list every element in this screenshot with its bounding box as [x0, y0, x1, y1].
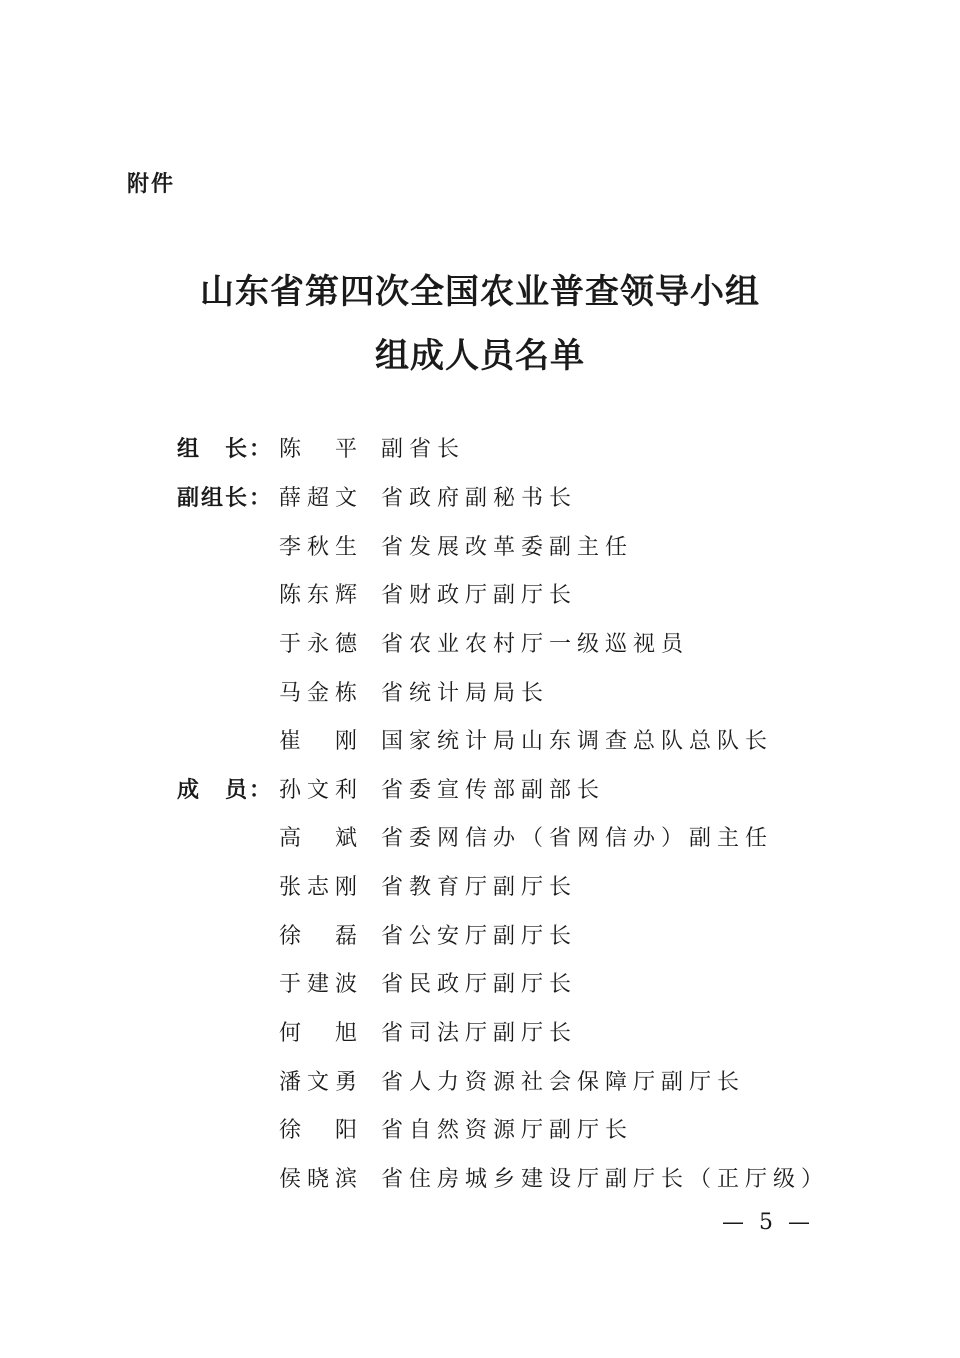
member-position: 省教育厅副厅长	[381, 875, 578, 900]
member-name: 何旭	[279, 1021, 392, 1046]
roster-row	[0, 530, 960, 566]
member-position: 省公安厅副厅长	[381, 924, 578, 949]
document-title-line-1: 山东省第四次全国农业普查领导小组	[200, 272, 760, 312]
roster-row	[0, 870, 960, 906]
member-position: 国家统计局山东调查总队总队长	[381, 729, 774, 754]
member-position: 省农业农村厅一级巡视员	[381, 632, 690, 657]
member-name: 于永德	[279, 632, 364, 657]
roster-row	[0, 1016, 960, 1052]
member-position: 省司法厅副厅长	[381, 1021, 578, 1046]
roster-row	[0, 676, 960, 712]
member-position: 副省长	[381, 437, 466, 462]
page-number: — 5 —	[722, 1210, 814, 1235]
member-name: 于建波	[279, 972, 364, 997]
member-name: 徐磊	[279, 924, 392, 949]
member-position: 省自然资源厅副厅长	[381, 1118, 634, 1143]
member-name: 侯晓滨	[279, 1167, 364, 1192]
roster-row	[0, 481, 960, 517]
member-name: 陈平	[279, 437, 392, 462]
member-name: 陈东辉	[279, 583, 364, 608]
document-title-line-2: 组成人员名单	[375, 336, 585, 376]
role-label: 副组长：	[177, 486, 274, 511]
roster-row	[0, 627, 960, 663]
member-name: 徐阳	[279, 1118, 392, 1143]
attachment-label: 附件	[127, 172, 176, 197]
member-position: 省统计局局长	[381, 681, 550, 706]
roster-row	[0, 967, 960, 1003]
roster-row	[0, 1113, 960, 1149]
role-label: 组 长：	[177, 437, 274, 462]
member-name: 李秋生	[279, 535, 364, 560]
role-label: 成 员：	[177, 778, 274, 803]
member-name: 潘文勇	[279, 1070, 364, 1095]
member-position: 省委宣传部副部长	[381, 778, 606, 803]
roster-row	[0, 578, 960, 614]
roster-row	[0, 919, 960, 955]
member-position: 省委网信办（省网信办）副主任	[381, 826, 774, 851]
roster-row	[0, 432, 960, 468]
member-name: 高斌	[279, 826, 392, 851]
roster-row	[0, 1065, 960, 1101]
member-name: 孙文利	[279, 778, 364, 803]
member-position: 省住房城乡建设厅副厅长（正厅级）	[381, 1167, 830, 1192]
roster-row	[0, 773, 960, 809]
roster-row	[0, 724, 960, 760]
member-position: 省民政厅副厅长	[381, 972, 578, 997]
roster-row	[0, 821, 960, 857]
member-position: 省财政厅副厅长	[381, 583, 578, 608]
member-name: 薛超文	[279, 486, 364, 511]
member-name: 张志刚	[279, 875, 364, 900]
member-name: 马金栋	[279, 681, 364, 706]
member-position: 省人力资源社会保障厅副厅长	[381, 1070, 746, 1095]
member-position: 省发展改革委副主任	[381, 535, 634, 560]
member-name: 崔刚	[279, 729, 392, 754]
roster-row	[0, 1162, 960, 1198]
member-position: 省政府副秘书长	[381, 486, 578, 511]
